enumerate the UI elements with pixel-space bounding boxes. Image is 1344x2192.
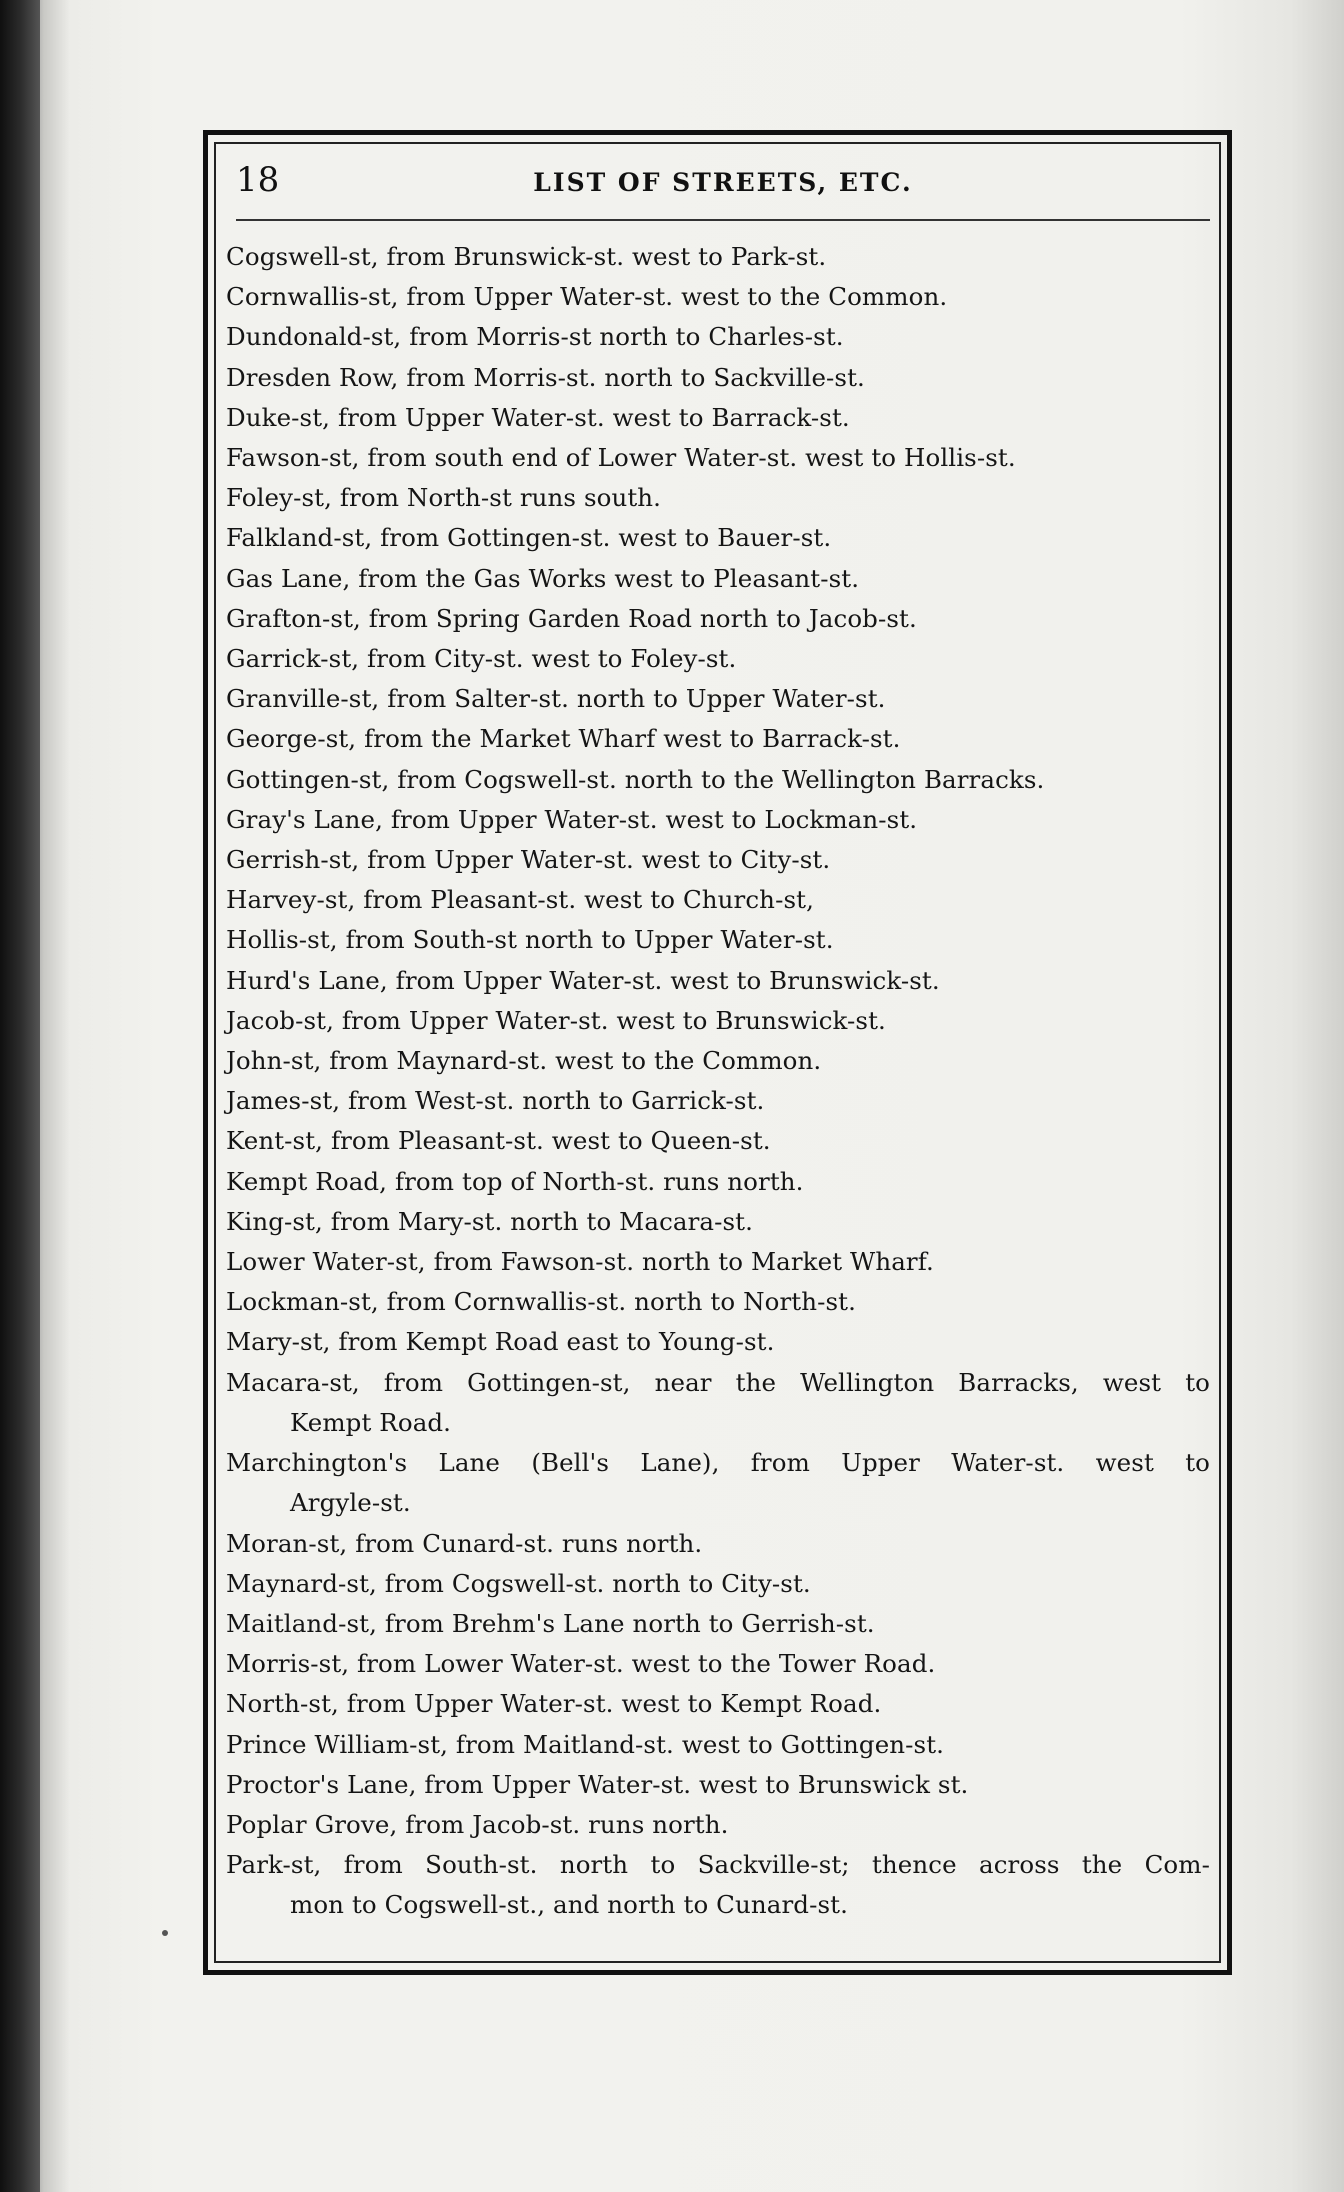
street-entry-text: Park-st, from South-st. north to Sackville-st; thence across the Com-: [226, 1850, 1210, 1880]
street-entry-text: Granville-st, from Salter-st. north to Upper Water-st.: [226, 684, 886, 714]
street-entry: [226, 1443, 1210, 1523]
street-entry: [226, 317, 1210, 357]
header-rule: [236, 219, 1210, 221]
street-entry: [226, 1524, 1210, 1564]
street-entry-text: King-st, from Mary-st. north to Macara-st.: [226, 1206, 754, 1236]
street-entry-text: Prince William-st, from Maitland-st. west to Gottingen-st.: [226, 1729, 945, 1759]
street-entry-continuation: Argyle-st.: [290, 1488, 411, 1518]
street-entry-text: George-st, from the Market Wharf west to Barrack-st.: [226, 724, 901, 754]
street-entry-text: Gerrish-st, from Upper Water-st. west to City-st.: [226, 845, 831, 875]
street-entry-text: Poplar Grove, from Jacob-st. runs north.: [226, 1809, 729, 1839]
street-entry: [226, 920, 1210, 960]
street-entry: [226, 840, 1210, 880]
page-header: [236, 160, 1210, 216]
street-entry: [226, 398, 1210, 438]
street-entry-text: Cogswell-st, from Brunswick-st. west to Park-st.: [226, 242, 827, 271]
street-entry: [226, 1845, 1210, 1925]
street-entry-text: Marchington's Lane (Bell's Lane), from Upper Water-st. west to: [226, 1448, 1210, 1478]
street-entry: [226, 1202, 1210, 1242]
street-entry-continuation: mon to Cogswell-st., and north to Cunard-st.: [290, 1890, 848, 1920]
street-entry: [226, 639, 1210, 679]
street-entry-text: Proctor's Lane, from Upper Water-st. west to Brunswick st.: [226, 1769, 969, 1799]
street-entry: [226, 1765, 1210, 1805]
street-entry-text: Harvey-st, from Pleasant-st. west to Church-st,: [226, 885, 814, 915]
street-entry: [226, 438, 1210, 478]
street-entry-text: Lower Water-st, from Fawson-st. north to Market Wharf.: [226, 1247, 934, 1277]
street-entry-text: Gottingen-st, from Cogswell-st. north to the Wellington Barracks.: [226, 764, 1045, 794]
street-entry-text: Macara-st, from Gottingen-st, near the Wellington Barracks, west to: [226, 1367, 1210, 1397]
street-entry: [226, 1282, 1210, 1322]
street-entry: [226, 961, 1210, 1001]
street-entry-text: Jacob-st, from Upper Water-st. west to Brunswick-st.: [226, 1005, 886, 1035]
street-entry-text: Maitland-st, from Brehm's Lane north to Gerrish-st.: [226, 1608, 875, 1638]
street-entry: [226, 880, 1210, 920]
street-entry: [226, 237, 1210, 277]
street-entry: [226, 599, 1210, 639]
street-entry-text: North-st, from Upper Water-st. west to Kempt Road.: [226, 1689, 882, 1719]
street-entry-text: Cornwallis-st, from Upper Water-st. west to the Common.: [226, 282, 948, 312]
page-number: 18: [236, 160, 280, 200]
street-entry: [226, 1684, 1210, 1724]
street-entry-text: James-st, from West-st. north to Garrick-st.: [226, 1086, 765, 1116]
street-entry-text: Moran-st, from Cunard-st. runs north.: [226, 1528, 703, 1558]
book-spine-edge: [0, 0, 40, 2192]
street-entry-text: Falkland-st, from Gottingen-st. west to Bauer-st.: [226, 523, 832, 553]
street-entry: [226, 277, 1210, 317]
street-entry-text: Duke-st, from Upper Water-st. west to Barrack-st.: [226, 402, 850, 432]
street-entry-text: Mary-st, from Kempt Road east to Young-st.: [226, 1327, 775, 1357]
street-list: [226, 237, 1210, 1926]
running-head: LIST OF STREETS, ETC.: [533, 168, 913, 197]
street-entry: [226, 1242, 1210, 1282]
street-entry: [226, 1162, 1210, 1202]
street-entry-text: Lockman-st, from Cornwallis-st. north to North-st.: [226, 1287, 856, 1317]
street-entry: [226, 1001, 1210, 1041]
street-entry: [226, 1644, 1210, 1684]
street-entry: [226, 478, 1210, 518]
street-entry: [226, 1604, 1210, 1644]
street-entry: [226, 1121, 1210, 1161]
street-entry-text: Kempt Road, from top of North-st. runs north.: [226, 1166, 804, 1196]
street-entry-text: Morris-st, from Lower Water-st. west to the Tower Road.: [226, 1649, 936, 1679]
street-entry-text: Hurd's Lane, from Upper Water-st. west to Brunswick-st.: [226, 965, 940, 995]
ink-speck: [162, 1930, 168, 1936]
street-entry: [226, 1322, 1210, 1362]
street-entry: [226, 719, 1210, 759]
street-entry-text: Fawson-st, from south end of Lower Water-st. west to Hollis-st.: [226, 443, 1016, 473]
street-entry: [226, 800, 1210, 840]
street-entry-text: Gray's Lane, from Upper Water-st. west to Lockman-st.: [226, 804, 918, 834]
street-entry-text: Foley-st, from North-st runs south.: [226, 483, 662, 513]
street-entry-text: Hollis-st, from South-st north to Upper Water-st.: [226, 925, 834, 955]
street-entry-text: Garrick-st, from City-st. west to Foley-st.: [226, 644, 737, 674]
street-entry: [226, 1041, 1210, 1081]
street-entry-text: Dresden Row, from Morris-st. north to Sackville-st.: [226, 362, 865, 392]
street-entry-text: Maynard-st, from Cogswell-st. north to City-st.: [226, 1568, 811, 1598]
street-entry-text: Gas Lane, from the Gas Works west to Pleasant-st.: [226, 563, 860, 593]
street-entry: [226, 1081, 1210, 1121]
street-entry-continuation: Kempt Road.: [290, 1407, 452, 1437]
street-entry: [226, 1564, 1210, 1604]
street-entry: [226, 1805, 1210, 1845]
street-entry: [226, 760, 1210, 800]
street-entry-text: Grafton-st, from Spring Garden Road north to Jacob-st.: [226, 603, 917, 633]
street-entry: [226, 559, 1210, 599]
street-entry: [226, 518, 1210, 558]
street-entry: [226, 1725, 1210, 1765]
street-entry: [226, 1363, 1210, 1443]
street-entry: [226, 679, 1210, 719]
street-entry-text: Dundonald-st, from Morris-st north to Charles-st.: [226, 322, 844, 352]
street-entry: [226, 358, 1210, 398]
street-entry-text: Kent-st, from Pleasant-st. west to Queen-st.: [226, 1126, 771, 1156]
street-entry-text: John-st, from Maynard-st. west to the Common.: [226, 1046, 822, 1076]
